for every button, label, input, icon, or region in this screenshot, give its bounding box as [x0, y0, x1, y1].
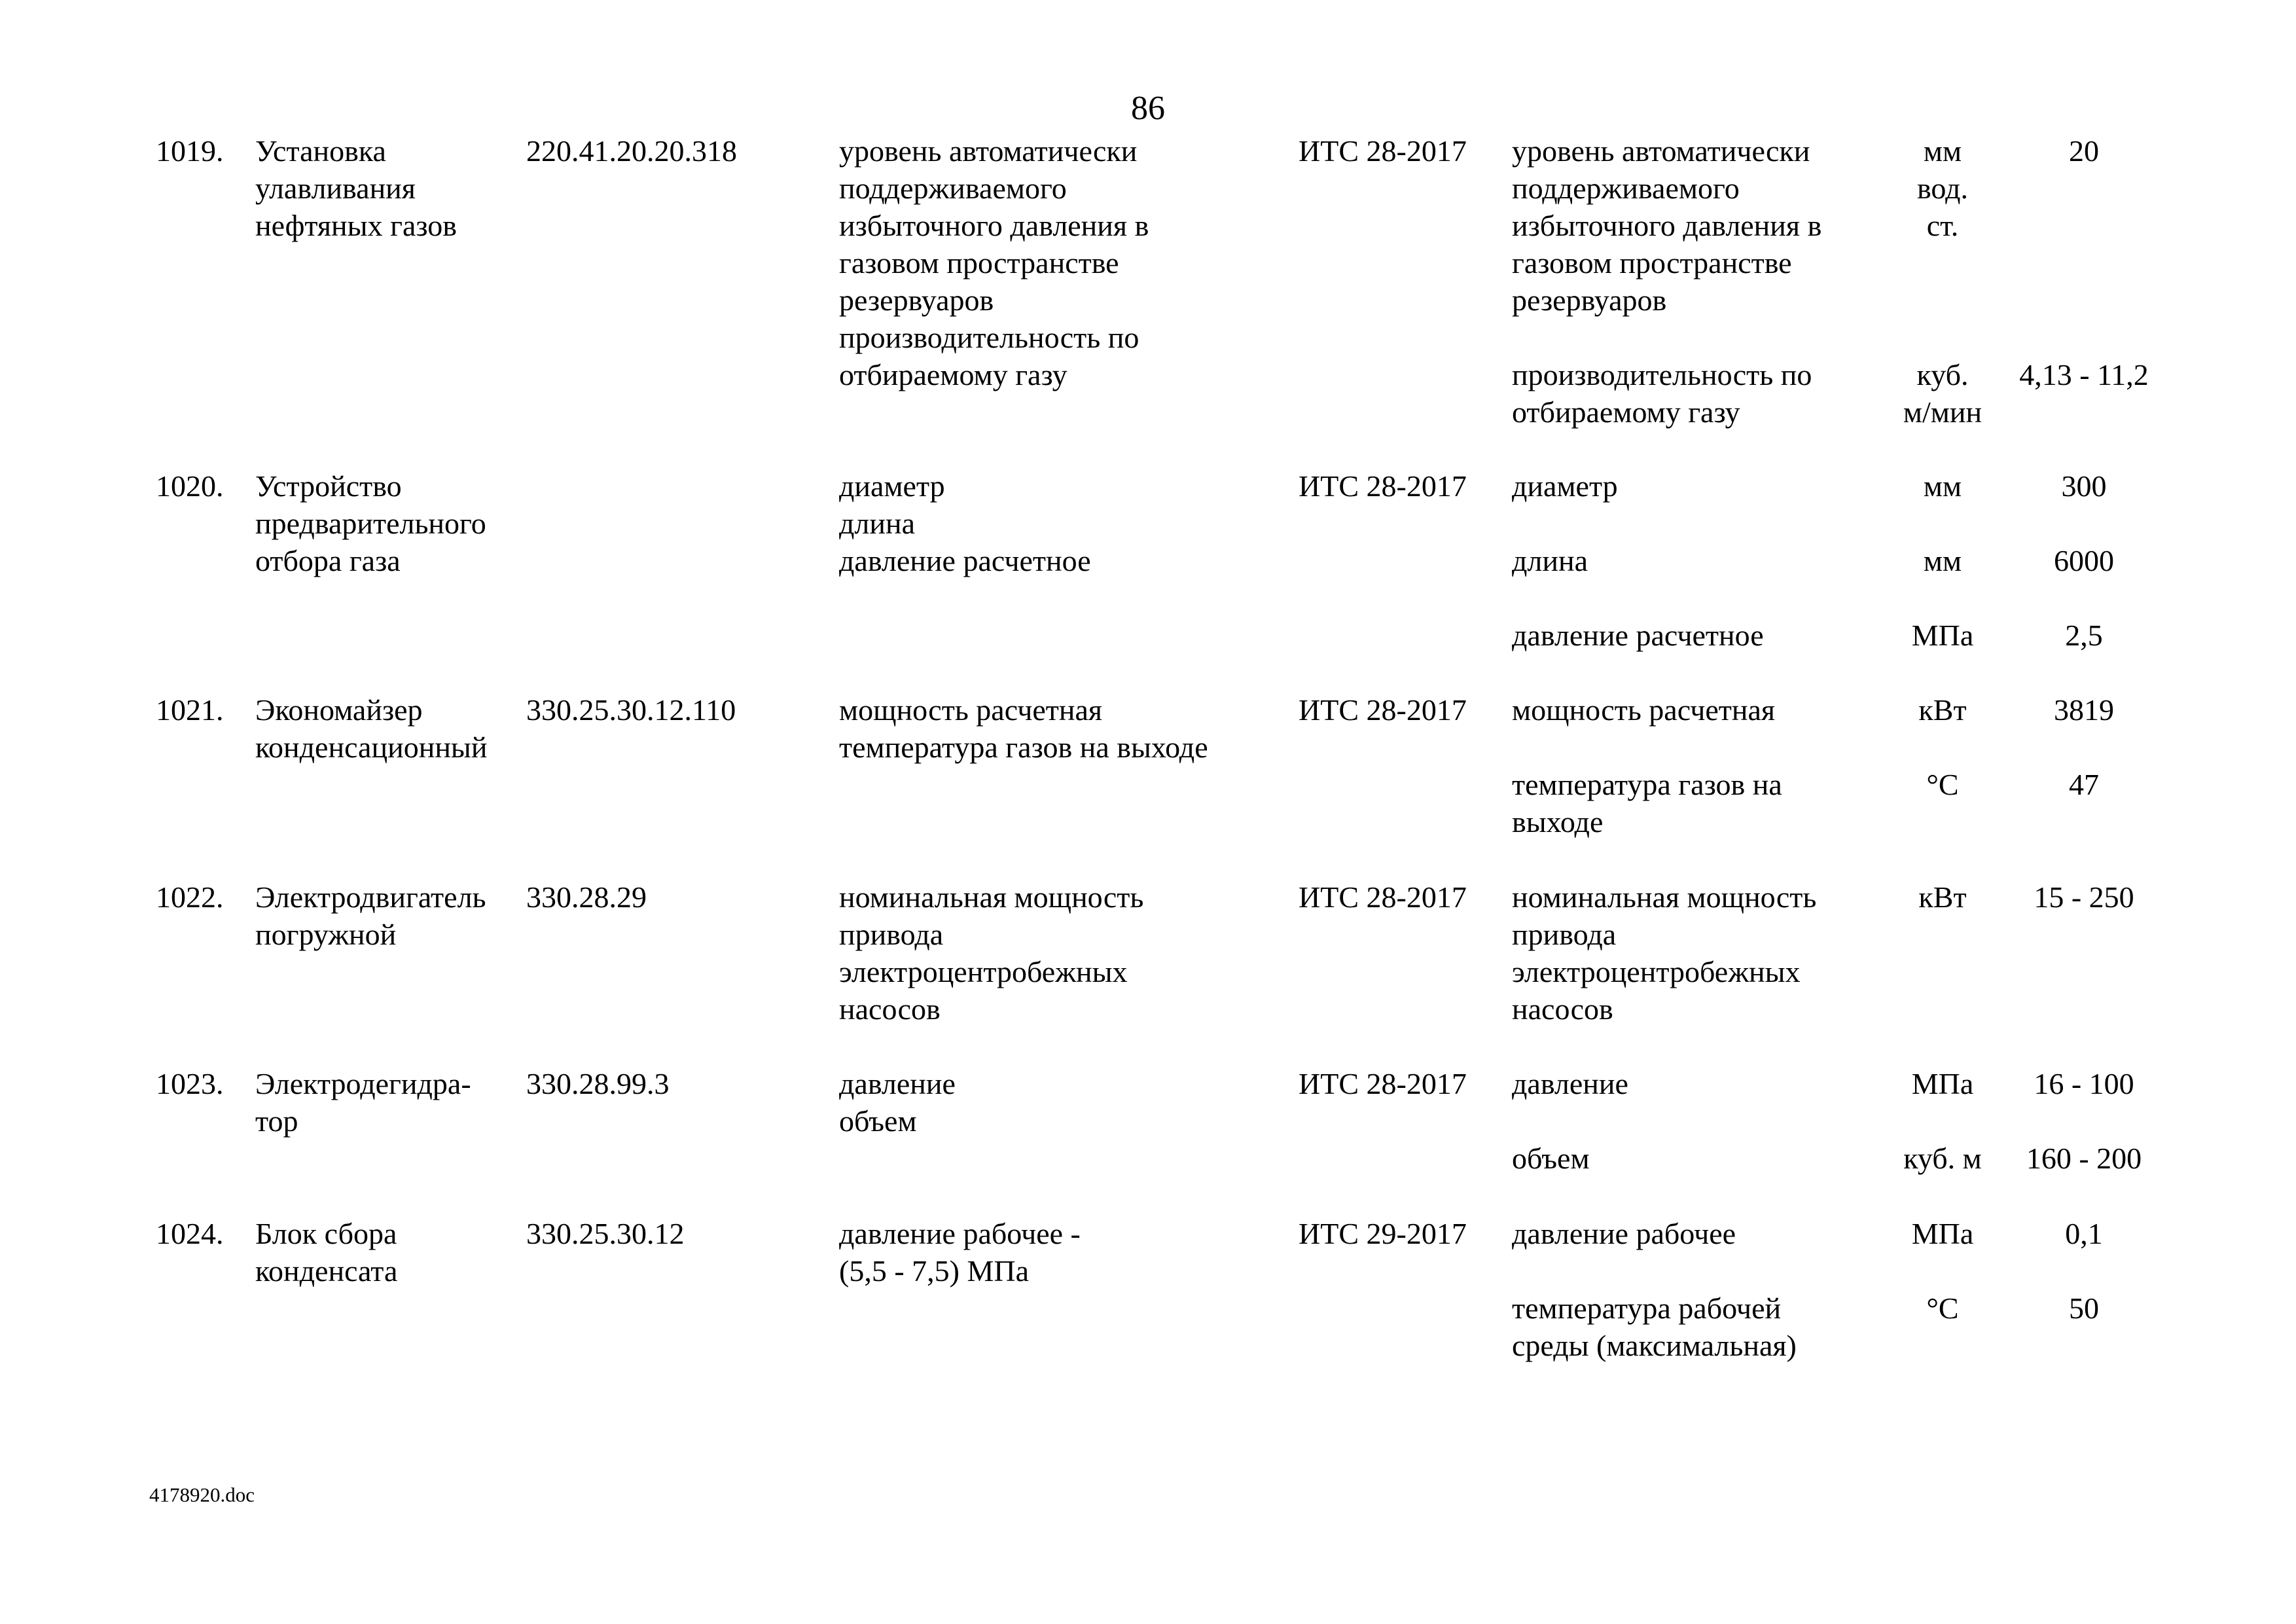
parameter-name: объем [1512, 1142, 1590, 1175]
parameter-value: 2,5 [2065, 619, 2103, 652]
parameter-name: длина [1512, 544, 1588, 577]
parameter-value: 47 [2069, 768, 2099, 801]
parameter-name: диаметр [1512, 469, 1618, 503]
standard-ref: ИТС 28-2017 [1299, 134, 1467, 168]
parameter-unit: °C [1926, 1291, 1959, 1325]
parameter-unit: куб. м/мин [1903, 358, 1982, 429]
entry-number: 1020. [156, 469, 224, 503]
parameters-list: диаметр длина давление расчетное [839, 469, 1091, 577]
entry-number: 1021. [156, 693, 224, 727]
parameter-value: 16 - 100 [2034, 1067, 2134, 1100]
okpd-code: 330.25.30.12 [526, 1217, 685, 1250]
parameter-name: давление [1512, 1067, 1628, 1100]
parameter-name: мощность расчетная [1512, 693, 1776, 727]
page-number: 86 [1131, 90, 1165, 127]
parameter-value: 0,1 [2065, 1217, 2103, 1250]
parameter-name: номинальная мощность привода электроцентробежных насосов [1512, 880, 1817, 1026]
okpd-code: 330.28.99.3 [526, 1067, 670, 1100]
entry-number: 1019. [156, 134, 224, 168]
parameters-list: мощность расчетная температура газов на выходе [839, 693, 1208, 764]
parameter-unit: МПа [1911, 1217, 1974, 1250]
parameter-value: 300 [2061, 469, 2107, 503]
equipment-name: Электродегидра- тор [255, 1067, 471, 1138]
parameter-unit: °C [1926, 768, 1959, 801]
parameter-name: давление расчетное [1512, 619, 1764, 652]
parameter-unit: куб. м [1903, 1142, 1982, 1175]
parameters-list: давление объем [839, 1067, 956, 1138]
parameter-unit: мм [1923, 469, 1962, 503]
okpd-code: 330.25.30.12.110 [526, 693, 736, 727]
parameter-name: производительность по отбираемому газу [1512, 358, 1812, 429]
parameter-name: температура газов на выходе [1512, 768, 1782, 839]
parameter-value: 20 [2069, 134, 2099, 168]
parameter-unit: кВт [1918, 693, 1967, 727]
standard-ref: ИТС 29-2017 [1299, 1217, 1467, 1250]
parameter-unit: МПа [1911, 619, 1974, 652]
parameters-list: давление рабочее - (5,5 - 7,5) МПа [839, 1217, 1081, 1288]
parameter-unit: МПа [1911, 1067, 1974, 1100]
parameter-unit: мм [1923, 544, 1962, 577]
entry-number: 1024. [156, 1217, 224, 1250]
equipment-name: Электродвигатель погружной [255, 880, 486, 951]
parameter-name: уровень автоматически поддерживаемого избыточного давления в газовом пространстве резервуаров [1512, 134, 1822, 317]
standard-ref: ИТС 28-2017 [1299, 1067, 1467, 1100]
parameter-name: температура рабочей среды (максимальная) [1512, 1291, 1797, 1362]
parameters-list: номинальная мощность привода электроцентробежных насосов [839, 880, 1144, 1026]
parameter-value: 15 - 250 [2034, 880, 2134, 914]
equipment-name: Устройство предварительного отбора газа [255, 469, 486, 577]
okpd-code: 220.41.20.20.318 [526, 134, 737, 168]
parameter-value: 6000 [2054, 544, 2114, 577]
document-id: 4178920.doc [149, 1483, 255, 1506]
equipment-name: Установка улавливания нефтяных газов [255, 134, 457, 242]
okpd-code: 330.28.29 [526, 880, 647, 914]
standard-ref: ИТС 28-2017 [1299, 880, 1467, 914]
parameter-value: 50 [2069, 1291, 2099, 1325]
parameter-unit: кВт [1918, 880, 1967, 914]
entry-number: 1022. [156, 880, 224, 914]
equipment-name: Экономайзер конденсационный [255, 693, 488, 764]
entry-number: 1023. [156, 1067, 224, 1100]
parameter-value: 160 - 200 [2026, 1142, 2142, 1175]
parameter-value: 3819 [2054, 693, 2114, 727]
equipment-name: Блок сбора конденсата [255, 1217, 398, 1288]
parameter-value: 4,13 - 11,2 [2019, 358, 2149, 391]
parameter-name: давление рабочее [1512, 1217, 1736, 1250]
standard-ref: ИТС 28-2017 [1299, 469, 1467, 503]
standard-ref: ИТС 28-2017 [1299, 693, 1467, 727]
parameters-list: уровень автоматически поддерживаемого избыточного давления в газовом пространстве резервуаров производительность по отбираемому газу [839, 134, 1149, 391]
parameter-unit: мм вод. ст. [1917, 134, 1968, 242]
